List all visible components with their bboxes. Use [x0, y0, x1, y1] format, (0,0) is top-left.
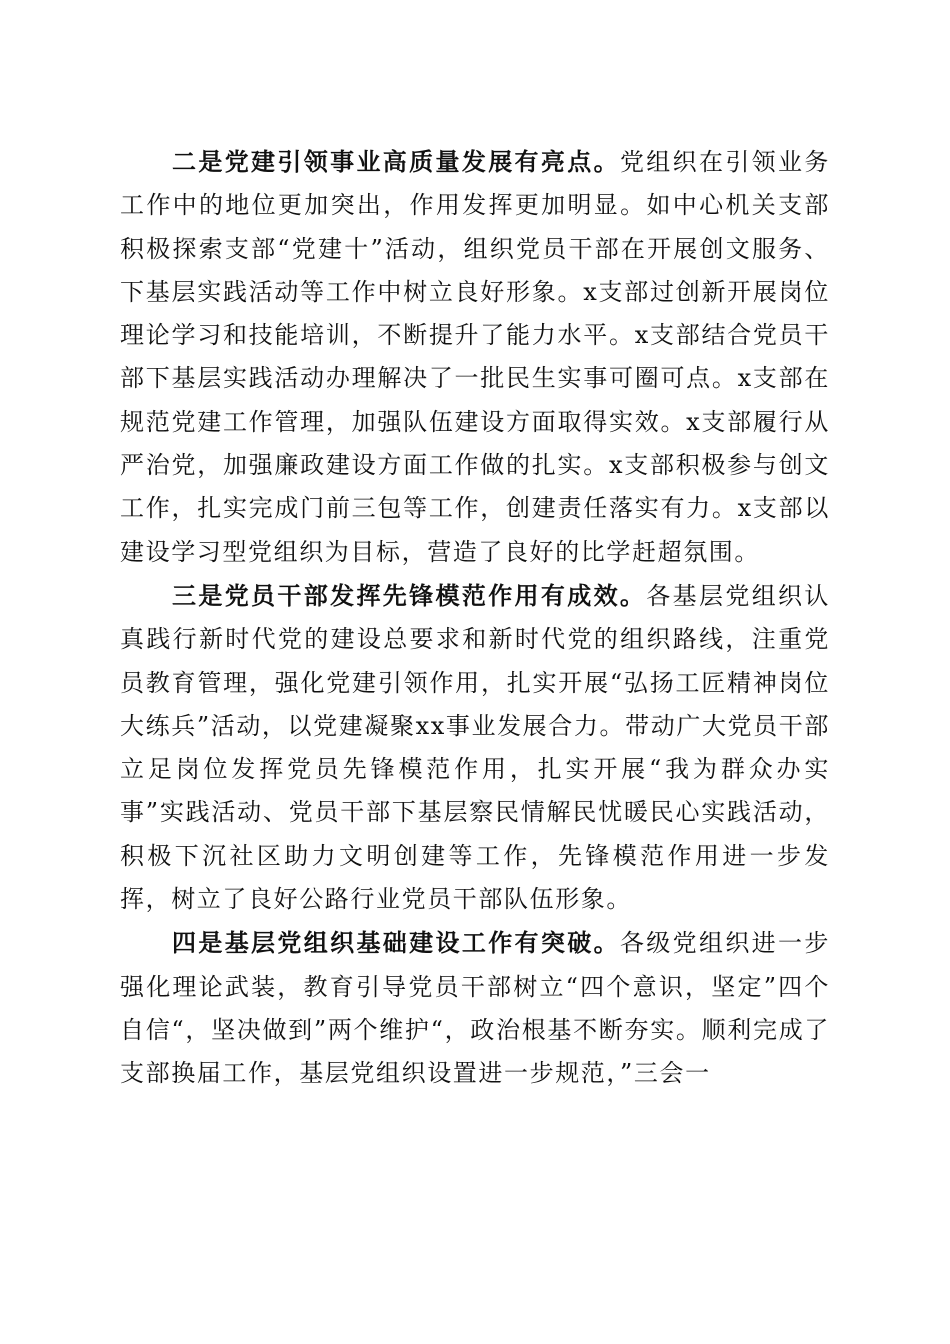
paragraph-body-text: 各级党组织进一步强化理论武装，教育引导党员干部树立“四个意识，坚定”四个自信“，坚决做到”两个维护“，政治根基不断夯实。顺利完成了支部换届工作，基层党组织设置进一步规范，”三会一: [120, 929, 830, 1088]
paragraph-body-text: 各基层党组织认真践行新时代党的建设总要求和新时代党的组织路线，注重党员教育管理，强化党建引领作用，扎实开展“弘扬工匠精神岗位大练兵”活动，以党建凝聚xx事业发展合力。带动广大党员干部立足岗位发挥党员先锋模范作用，扎实开展“我为群众办实事”实践活动、党员干部下基层察民情解民忧暖民心实践活动，积极下沉社区助力文明创建等工作，先锋模范作用进一步发挥，树立了良好公路行业党员干部队伍形象。: [120, 581, 830, 914]
paragraph-party-building-leads-development: [120, 140, 830, 574]
paragraph-body-text: 党组织在引领业务工作中的地位更加突出，作用发挥更加明显。如中心机关支部积极探索支部“党建十”活动，组织党员干部在开展创文服务、下基层实践活动等工作中树立良好形象。x支部过创新开展岗位理论学习和技能培训，不断提升了能力水平。x支部结合党员干部下基层实践活动办理解决了一批民生实事可圈可点。x支部在规范党建工作管理，加强队伍建设方面取得实效。x支部履行从严治党，加强廉政建设方面工作做的扎实。x支部积极参与创文工作，扎实完成门前三包等工作，创建责任落实有力。x支部以建设学习型党组织为目标，营造了良好的比学赶超氛围。: [120, 148, 830, 566]
paragraph-lead-heading: 三是党员干部发挥先锋模范作用有成效。: [172, 580, 647, 610]
paragraph-lead-heading: 二是党建引领事业高质量发展有亮点。: [172, 147, 620, 176]
paragraph-grassroots-foundation: [120, 921, 830, 1095]
document-body: [120, 140, 830, 1096]
paragraph-vanguard-role: [120, 574, 830, 921]
paragraph-lead-heading: 四是基层党组织基础建设工作有突破。: [172, 928, 620, 958]
